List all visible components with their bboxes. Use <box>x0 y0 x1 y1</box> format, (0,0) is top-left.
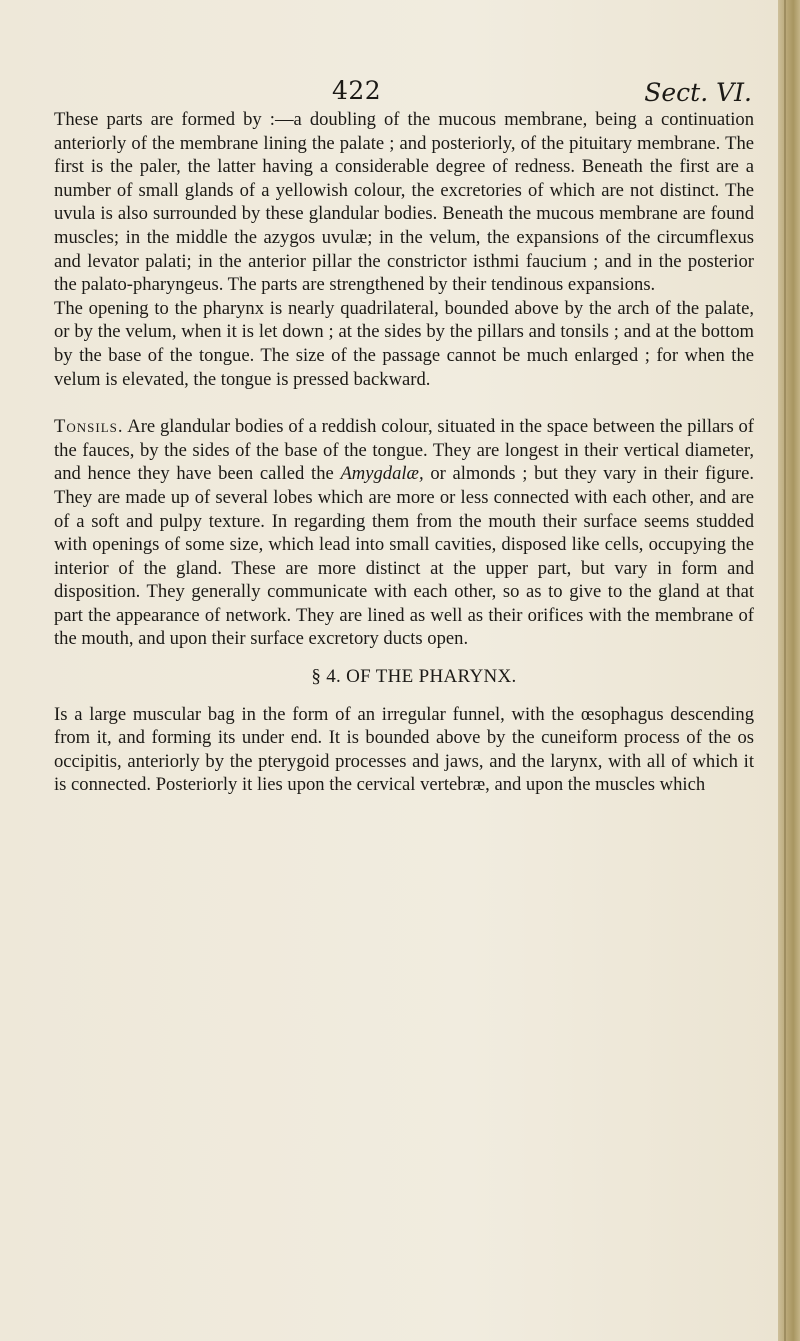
tonsils-text-2: or almonds ; but they vary in their figure. They are made up of several lobes which are more or less connected with each other, and are of a soft and pulpy texture. In regarding them from the mouth their surface seems studded with openings of some size, which lead into small cavities, disposed like cells, occupying the interior of the gland. These are more distinct at the upper part, but vary in form and disposition. They generally communicate with each other, so as to give to the gland at that part the appearance of network. They are lined as well as their orifices with the membrane of the mouth, and upon their surface excretory ducts open. <box>54 463 755 650</box>
paragraph-tonsils <box>54 415 754 651</box>
section-heading: § 4. OF THE PHARYNX. <box>311 666 517 688</box>
heading-gap-top <box>54 651 754 665</box>
page-header <box>52 76 752 112</box>
amygdalae-term: Amygdalæ, <box>340 463 424 485</box>
page-number: 422 <box>332 76 382 105</box>
paragraph-gap <box>54 391 754 415</box>
section-label: Sect. VI. <box>644 78 752 107</box>
body-text <box>54 108 754 797</box>
heading-gap-bottom <box>54 689 754 703</box>
paragraph-pharynx-opening: The opening to the pharynx is nearly quadrilateral, bounded above by the arch of the palate, or by the velum, when it is let down ; at the sides by the pillars and tonsils ; and at the bottom by the base of the tongue. The size of the passage cannot be much enlarged ; for when the velum is elevated, the tongue is pressed backward. <box>54 297 754 390</box>
paragraph-velum-structure: These parts are formed by :—a doubling of the mucous membrane, being a continuation anteriorly of the membrane lining the palate ; and posteriorly, of the pituitary membrane. The first is the paler, the latter having a considerable degree of redness. Beneath the first are a number of small glands of a yellowish colour, the excretories of which are not distinct. The uvula is also surrounded by these glandular bodies. Beneath the mucous membrane are found muscles; in the middle the azygos uvulæ; in the velum, the expansions of the circumflexus and levator palati; in the anterior pillar the constrictor isthmi faucium ; and in the posterior the palato-pharyngeus. The parts are strengthened by their tendinous expansions. <box>54 109 754 296</box>
paragraph-pharynx: Is a large muscular bag in the form of an irregular funnel, with the œsophagus descending from it, and forming its under end. It is bounded above by the cuneiform process of the os occipitis, anteriorly by the pterygoid processes and jaws, and the larynx, with all of which it is connected. Posteriorly it lies upon the cervical vertebræ, and upon the muscles which <box>54 703 754 796</box>
page-edge-line <box>784 0 786 1341</box>
tonsils-text-1: Are glandular bodies of a reddish colour, situated in the space between the pillars of the fauces, by the sides of the base of the tongue. They are longest in their vertical diameter, and hence they have been called the <box>54 416 754 485</box>
page-edge-binding <box>778 0 800 1341</box>
tonsils-term: Tonsils. <box>54 416 124 438</box>
